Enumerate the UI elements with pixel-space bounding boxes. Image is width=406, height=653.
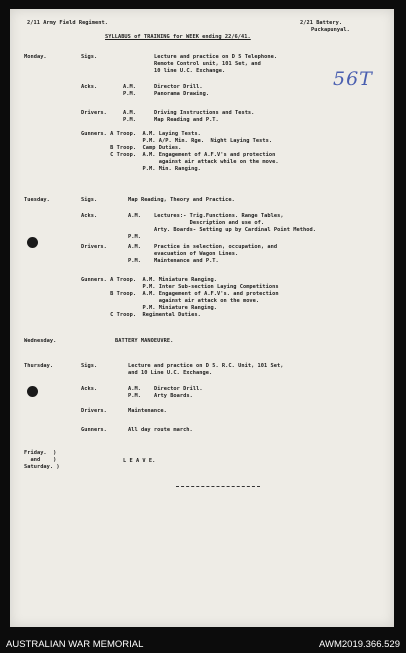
closing-rule <box>176 486 260 487</box>
monday-gunners-block: Gunners. A Troop. A.M. Laying Tests. P.M. A/P. Min. Rge. Night Laying Tests. B Troop. Camp Duties. C Troop. A.M. Engagement of A.F.V's and protection against air attack while on the move. P.M. Min. Ranging. <box>81 131 279 173</box>
thursday-acks-text: Director Drill. Arty Boards. <box>154 386 203 400</box>
tuesday-gunners-block: Gunners. A Troop. A.M. Miniature Ranging. P.M. Inter Sub-section Laying Competitions B Troop. A.M. Engagement of A.F.V's. and protection against air attack on the move. P.M. Miniature Ranging. C Troop. Regimental Duties. <box>81 277 279 319</box>
day-thursday: Thursday. <box>24 363 54 369</box>
monday-drivers-text: Driving Instructions and Tests. Map Reading and P.T. <box>154 110 255 124</box>
monday-drivers-label: Drivers. <box>81 110 107 116</box>
thursday-acks-times: A.M. P.M. <box>128 386 141 400</box>
thursday-acks-label: Acks. <box>81 386 98 392</box>
punch-hole <box>27 237 38 248</box>
archive-footer <box>0 634 406 653</box>
thursday-gunners-label: Gunners. <box>81 427 107 433</box>
tuesday-acks-label: Acks. <box>81 213 98 219</box>
thursday-gunners-text: All day route march. <box>128 427 193 433</box>
monday-acks-text: Director Drill. Panorama Drawing. <box>154 84 210 98</box>
archive-name: AUSTRALIAN WAR MEMORIAL <box>6 639 144 650</box>
unit-name: 2/11 Army Field Regiment. <box>27 20 108 26</box>
leave-text: L E A V E. <box>123 458 156 464</box>
location: Puckapunyal. <box>311 27 350 33</box>
monday-acks-label: Acks. <box>81 84 98 90</box>
day-tuesday: Tuesday. <box>24 197 50 203</box>
monday-acks-times: A.M. P.M. <box>123 84 136 98</box>
thursday-sigs-text: Lecture and practice on D 5. R.C. Unit, 101 Set, and 10 Line U.C. Exchange. <box>128 363 284 377</box>
thursday-sigs-label: Sigs. <box>81 363 98 369</box>
document-page <box>10 9 394 627</box>
tuesday-sigs-label: Sigs. <box>81 197 98 203</box>
wednesday-text: BATTERY MANOEUVRE. <box>115 338 174 344</box>
handwritten-annotation: 56T <box>333 68 373 90</box>
archive-id: AWM2019.366.529 <box>319 639 400 650</box>
monday-sigs-label: Sigs. <box>81 54 98 60</box>
monday-sigs-text: Lecture and practice on D 5 Telephone. Remote Control unit, 101 Set, and 10 line U.C. Exchange. <box>154 54 278 75</box>
day-monday: Monday. <box>24 54 47 60</box>
tuesday-drivers-label: Drivers. <box>81 244 107 250</box>
tuesday-drivers-text: Practice in selection, occupation, and evacuation of Wagon Lines. Maintenance and P.T. <box>154 244 278 265</box>
tuesday-drivers-times: A.M. P.M. <box>128 244 141 265</box>
thursday-drivers-text: Maintenance. <box>128 408 167 414</box>
monday-drivers-times: A.M. P.M. <box>123 110 136 124</box>
tuesday-acks-times: A.M. P.M. <box>128 213 141 241</box>
days-friday-saturday: Friday. ) and ) Saturday. ) <box>24 450 60 471</box>
tuesday-sigs-text: Map Reading, Theory and Practice. <box>128 197 235 203</box>
punch-hole <box>27 386 38 397</box>
document-title: SYLLABUS of TRAINING for WEEK ending 22/6/41. <box>105 34 251 40</box>
battery-name: 2/21 Battery. <box>300 20 343 26</box>
thursday-drivers-label: Drivers. <box>81 408 107 414</box>
day-wednesday: Wednesday. <box>24 338 57 344</box>
tuesday-acks-text: Lectures:- Trig.Functions. Range Tables, Description and use of. Arty. Boards- Setting up by Cardinal Point Method. <box>154 213 316 234</box>
